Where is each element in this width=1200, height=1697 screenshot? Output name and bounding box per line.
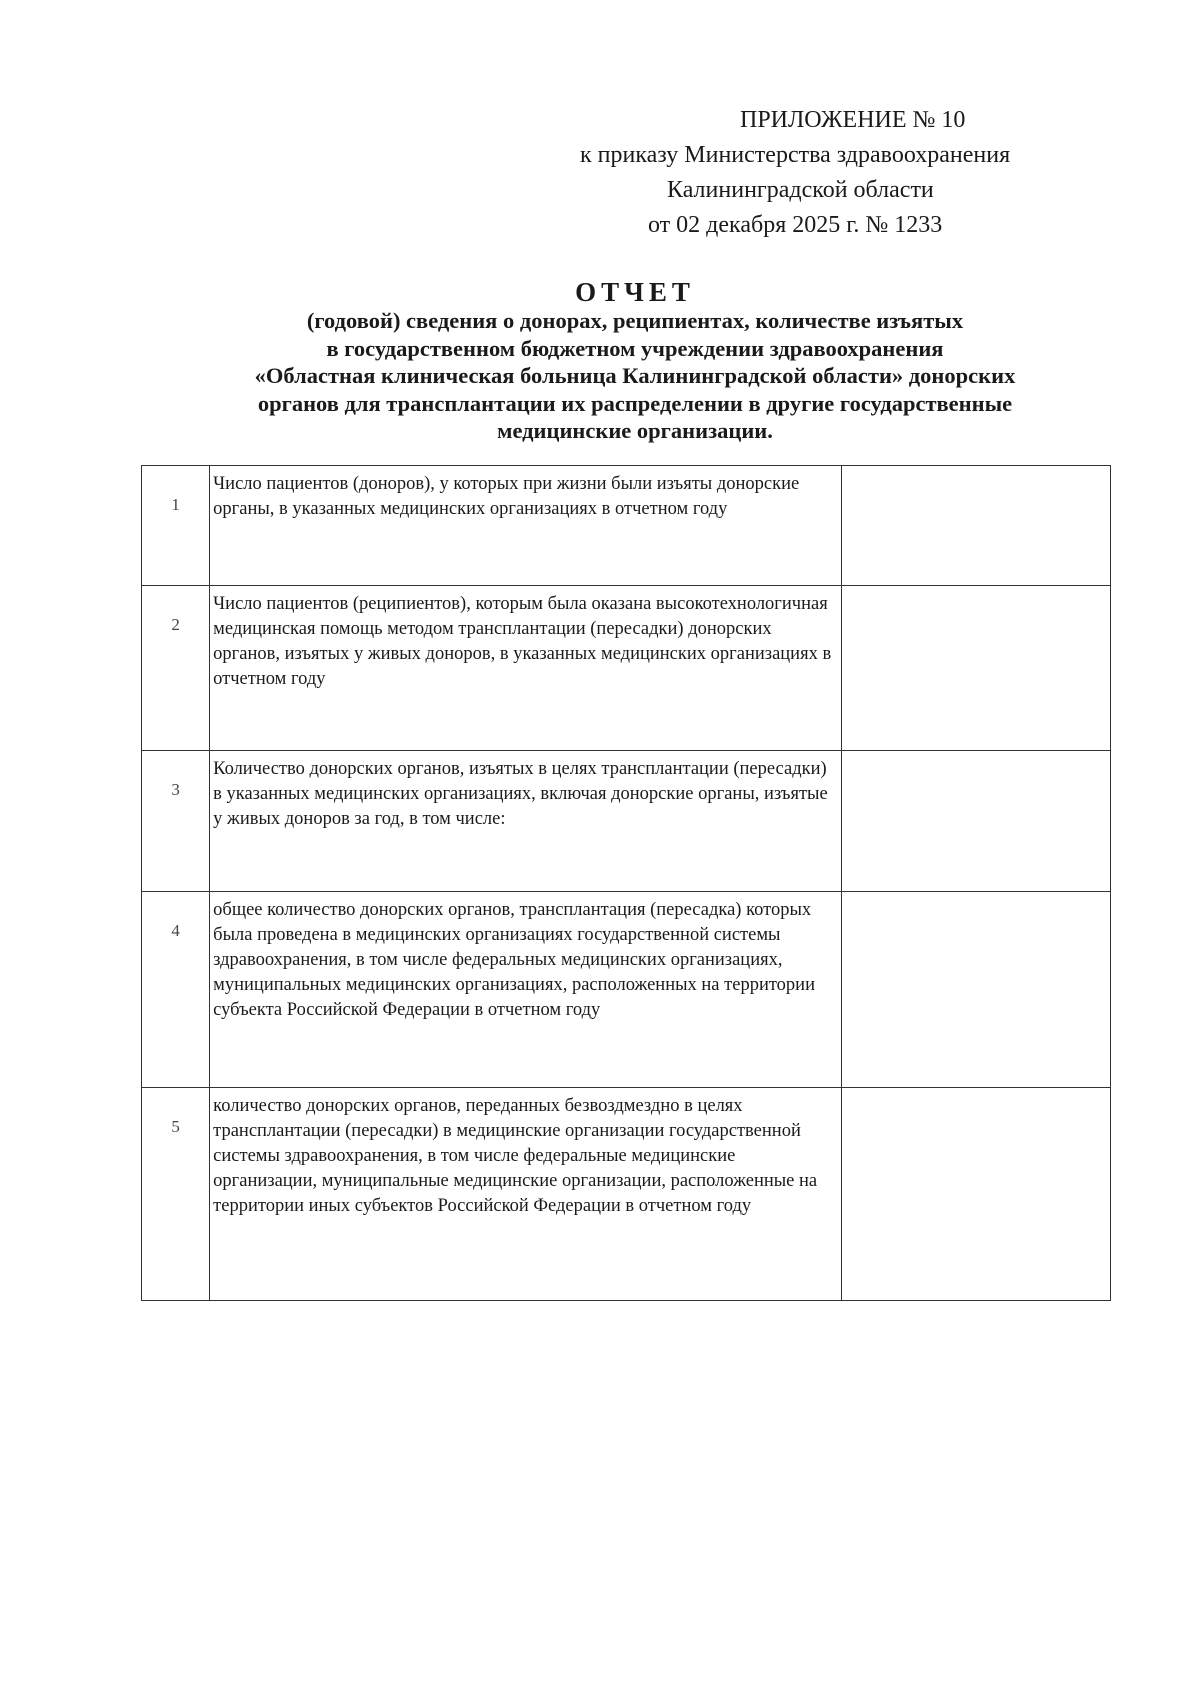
row-number: 4 (142, 892, 210, 1088)
row-number: 2 (142, 586, 210, 751)
row-description: общее количество донорских органов, трансплантация (пересадка) которых была проведена в медицинских организациях государственной системы здравоохранения, в том числе федеральных медицинских организациях, муниципальных медицинских организациях, расположенных на территории субъекта Российской Федерации в отчетном году (210, 892, 842, 1088)
table-row (142, 751, 1111, 892)
subtitle-line: медицинские организации. (497, 418, 773, 443)
subtitle-line: «Областная клиническая больница Калининградской области» донорских (254, 363, 1016, 388)
appendix-region: Калининградской области (667, 177, 934, 203)
subtitle-line: (годовой) сведения о донорах, реципиентах, количестве изъятых (306, 308, 964, 333)
row-number: 1 (142, 466, 210, 586)
subtitle-line: органов для трансплантации их распределении в другие государственные (257, 390, 1013, 416)
row-value-cell[interactable] (841, 466, 1110, 586)
report-subtitle (120, 307, 1150, 445)
table-row (142, 892, 1111, 1088)
appendix-date: от 02 декабря 2025 г. № 1233 (648, 212, 943, 238)
row-description: количество донорских органов, переданных безвоздмездно в целях трансплантации (пересадки) в медицинские организации государственной системы здравоохранения, в том числе федеральные медицинские организации, муниципальные медицинские организации, расположенные на территории иных субъектов Российской Федерации в отчетном году (210, 1088, 842, 1301)
row-description: Количество донорских органов, изъятых в целях трансплантации (пересадки) в указанных медицинских организациях, включая донорские органы, изъятые у живых доноров за год, в том числе: (210, 751, 842, 892)
table-row (142, 466, 1111, 586)
appendix-order-ref: к приказу Министерства здравоохранения (580, 142, 1011, 168)
row-number: 3 (142, 751, 210, 892)
row-description: Число пациентов (доноров), у которых при жизни были изъяты донорские органы, в указанных медицинских организациях в отчетном году (210, 466, 842, 586)
report-title: ОТЧЕТ (575, 277, 695, 307)
appendix-header (580, 103, 1180, 243)
row-number: 5 (142, 1088, 210, 1301)
row-value-cell[interactable] (841, 892, 1110, 1088)
row-description: Число пациентов (реципиентов), которым была оказана высокотехнологичная медицинская помощь методом трансплантации (пересадки) донорских органов, изъятых у живых доноров, в указанных медицинских организациях в отчетном году (210, 586, 842, 751)
table-row (142, 1088, 1111, 1301)
row-value-cell[interactable] (841, 1088, 1110, 1301)
report-table (141, 465, 1111, 1301)
subtitle-line: в государственном бюджетном учреждении здравоохранения (326, 335, 944, 361)
row-value-cell[interactable] (841, 586, 1110, 751)
row-value-cell[interactable] (841, 751, 1110, 892)
appendix-number: ПРИЛОЖЕНИЕ № 10 (740, 107, 966, 133)
table-row (142, 586, 1111, 751)
